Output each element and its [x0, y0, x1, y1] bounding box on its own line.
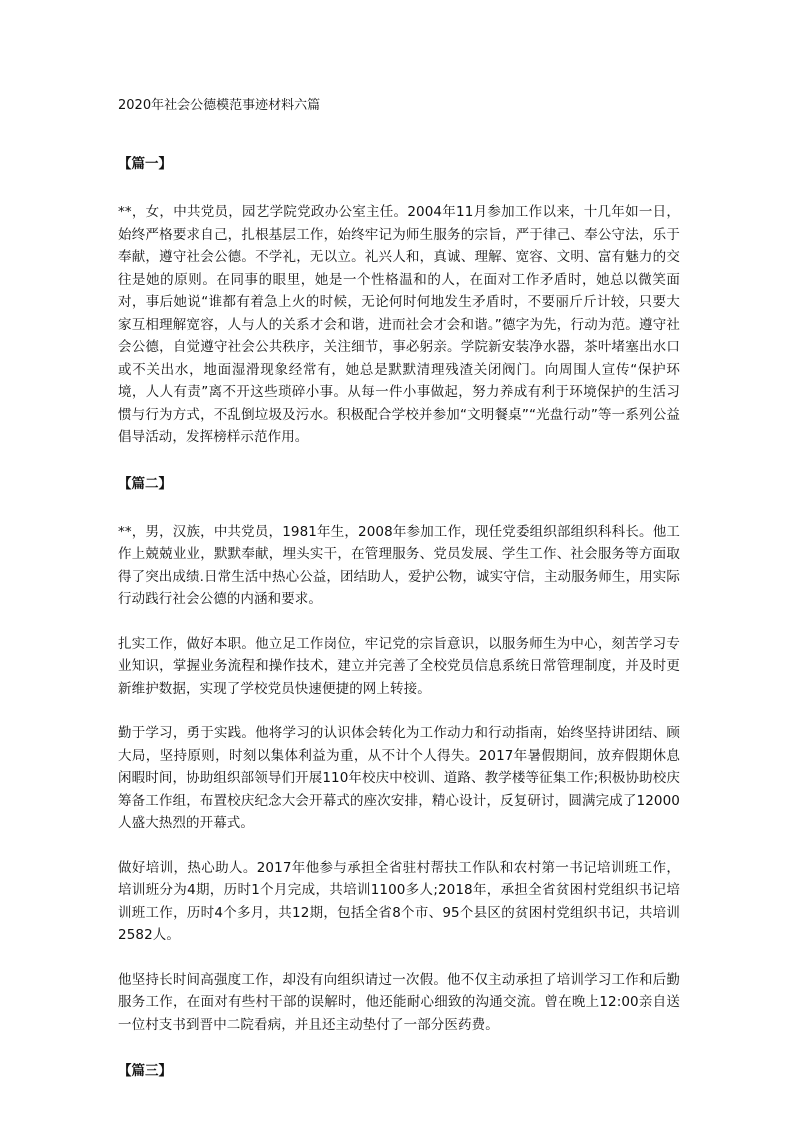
paragraph: 做好培训，热心助人。2017年他参与承担全省驻村帮扶工作队和农村第一书记培训班工作，培训班分为4期，历时1个月完成，共培训1100多人;2018年，承担全省贫困村党组织书记培训班工作，历时4个多月，共12期，包括全省8个市、95个县区的贫困村党组织书记，共培训2582人。 [118, 859, 680, 943]
document-title: 2020年社会公德模范事迹材料六篇 [118, 98, 321, 113]
section-2 [118, 475, 680, 1037]
section-1 [118, 155, 680, 449]
paragraph: **，女，中共党员，园艺学院党政办公室主任。2004年11月参加工作以来，十几年如一日，始终严格要求自己，扎根基层工作，始终牢记为师生服务的宗旨，严于律己、奉公守法，乐于奉献，遵守社会公德。不学礼，无以立。礼兴人和，真诚、理解、宽容、文明、富有魅力的交往是她的原则。在同事的眼里，她是一个性格温和的人，在面对工作矛盾时，她总以微笑面对，事后她说“谁都有着急上火的时候，无论何时何地发生矛盾时，不要丽斤斤计较，只要大家互相理解宽容，人与人的关系才会和谐，进而社会才会和谐。”德字为先，行动为范。遵守社会公德，自觉遵守社会公共秩序，关注细节，事必躬亲。学院新安装净水器，茶叶堵塞出水口或不关出水，地面湿滑现象经常有，她总是默默清理残渣关闭阀门。向周围人宣传“保护环境，人人有责”离不开这些琐碎小事。从每一件小事做起，努力养成有利于环境保护的生活习惯与行为方式，不乱倒垃圾及污水。积极配合学校并参加“文明餐桌”“光盘行动”等一系列公益倡导活动，发挥榜样示范作用。 [118, 204, 680, 445]
document-page [118, 97, 680, 1108]
paragraph: 勤于学习，勇于实践。他将学习的认识体会转化为工作动力和行动指南，始终坚持讲团结、顾大局，坚持原则，时刻以集体利益为重，从不计个人得失。2017年暑假期间，放弃假期休息闲暇时间，协助组织部领导们开展110年校庆中校训、道路、教学楼等征集工作;积极协助校庆筹备工作组，布置校庆纪念大会开幕式的座次安排，精心设计，反复研讨，圆满完成了12000人盛大热烈的开幕式。 [118, 725, 680, 831]
section-heading: 【篇一】 [118, 156, 172, 172]
section-heading: 【篇二】 [118, 475, 172, 492]
paragraph: 扎实工作，做好本职。他立足工作岗位，牢记党的宗旨意识，以服务师生为中心，刻苦学习专业知识，掌握业务流程和操作技术，建立并完善了全校党员信息系统日常管理制度，并及时更新维护数据，实现了学校党员快速便捷的网上转接。 [118, 635, 680, 697]
section-3 [118, 1062, 680, 1080]
paragraph: 他坚持长时间高强度工作，却没有向组织请过一次假。他不仅主动承担了培训学习工作和后勤服务工作，在面对有些村干部的误解时，他还能耐心细致的沟通交流。曾在晚上12:00亲自送一位村支书到晋中二院看病，并且还主动垫付了一部分医药费。 [118, 971, 680, 1033]
section-heading: 【篇三】 [118, 1063, 172, 1079]
paragraph: **，男，汉族，中共党员，1981年生，2008年参加工作，现任党委组织部组织科科长。他工作上兢兢业业，默默奉献，埋头实干，在管理服务、党员发展、学生工作、社会服务等方面取得了突出成绩.日常生活中热心公益，团结助人，爱护公物，诚实守信，主动服务师生，用实际行动践行社会公德的内涵和要求。 [118, 523, 680, 607]
